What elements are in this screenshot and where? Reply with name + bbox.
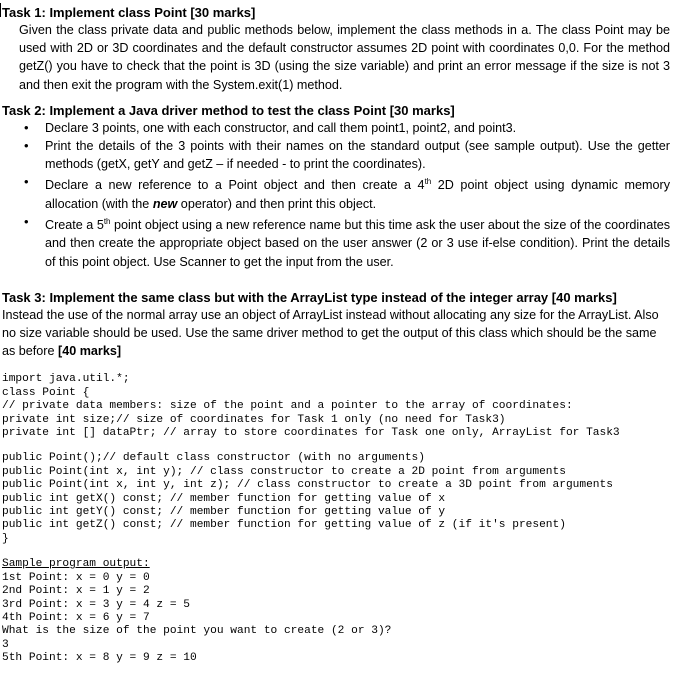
code-line: private int [] dataPtr; // array to store coordinates for Task one only, ArrayList for Task3 bbox=[2, 427, 620, 440]
sample-output-line: 3rd Point: x = 3 y = 4 z = 5 bbox=[2, 598, 190, 611]
task2-bullet-2: • Print the details of the 3 points with their names on the standard output (see sample output). Use the getter methods (getX, getY and getZ – if needed - to print the coordinates). bbox=[45, 137, 670, 173]
sample-output-line: 1st Point: x = 0 y = 0 bbox=[2, 571, 150, 584]
task2-bullet-list bbox=[2, 119, 670, 271]
document bbox=[2, 4, 670, 666]
task3-section bbox=[2, 289, 670, 361]
code-line: // private data members: size of the point and a pointer to the array of coordinates: bbox=[2, 400, 573, 413]
sample-output-lines bbox=[2, 572, 670, 666]
code-block-imports bbox=[2, 373, 670, 440]
code-line: public Point(int x, int y); // class constructor to create a 2D point from arguments bbox=[2, 465, 566, 478]
code-line: import java.util.*; bbox=[2, 373, 130, 386]
task1-body: Given the class private data and public methods below, implement the class methods in a. The class Point may be used with 2D or 3D coordinates and the default constructor assumes 2D point with coordinates 0,0. For the method getZ() you have to check that the point is 3D (using the size variable) and print an error message if the size is not 3 and then exit the program with the System.exit(1) method. bbox=[19, 23, 670, 92]
task2-bullet-1: • Declare 3 points, one with each constructor, and call them point1, point2, and point3. bbox=[45, 119, 670, 137]
code-line: } bbox=[2, 532, 9, 545]
task2-section bbox=[2, 102, 670, 271]
code-line: public Point();// default class constructor (with no arguments) bbox=[2, 452, 425, 465]
task1-heading: Task 1: Implement class Point [30 marks] bbox=[2, 5, 256, 20]
sample-output-line: 5th Point: x = 8 y = 9 z = 10 bbox=[2, 652, 197, 665]
code-block bbox=[2, 373, 670, 546]
task2-heading: Task 2: Implement a Java driver method to test the class Point [30 marks] bbox=[2, 102, 455, 118]
code-line: class Point { bbox=[2, 386, 90, 399]
task2-bullet-3: • Declare a new reference to a Point object and then create a 4th 2D point object using dynamic memory allocation (with the new operator) and then print this object. bbox=[45, 173, 670, 213]
task2-bullet-4: • Create a 5th point object using a new reference name but this time ask the user about the size of the coordinates and then create the appropriate object based on the user answer (2 or 3 use if-else condition). Print the details of this point object. Use Scanner to get the input from the user. bbox=[45, 213, 670, 271]
code-line: public int getY() const; // member function for getting value of y bbox=[2, 506, 446, 519]
code-block-methods bbox=[2, 452, 670, 546]
code-line: public Point(int x, int y, int z); // class constructor to create a 3D point from arguments bbox=[2, 479, 613, 492]
sample-output-line: 2nd Point: x = 1 y = 2 bbox=[2, 585, 150, 598]
sample-output bbox=[2, 558, 670, 665]
task1-section bbox=[2, 4, 670, 94]
text-cursor bbox=[0, 3, 1, 17]
code-line: private int size;// size of coordinates for Task 1 only (no need for Task3) bbox=[2, 413, 506, 426]
sample-output-title: Sample program output: bbox=[2, 558, 150, 571]
task3-body: Instead the use of the normal array use an object of ArrayList instead without allocating any size for the ArrayList. Also no size variable should be used. Use the same driver method to get the output of this class which should be the same as before [40 marks] bbox=[2, 307, 659, 359]
sample-output-line: 4th Point: x = 6 y = 7 bbox=[2, 611, 150, 624]
task3-heading: Task 3: Implement the same class but with the ArrayList type instead of the integer array [40 marks] bbox=[2, 289, 617, 305]
code-line: public int getZ() const; // member function for getting value of z (if it's present) bbox=[2, 519, 566, 532]
code-line: public int getX() const; // member function for getting value of x bbox=[2, 492, 446, 505]
sample-output-line: 3 bbox=[2, 638, 9, 651]
sample-output-line: What is the size of the point you want to create (2 or 3)? bbox=[2, 625, 392, 638]
